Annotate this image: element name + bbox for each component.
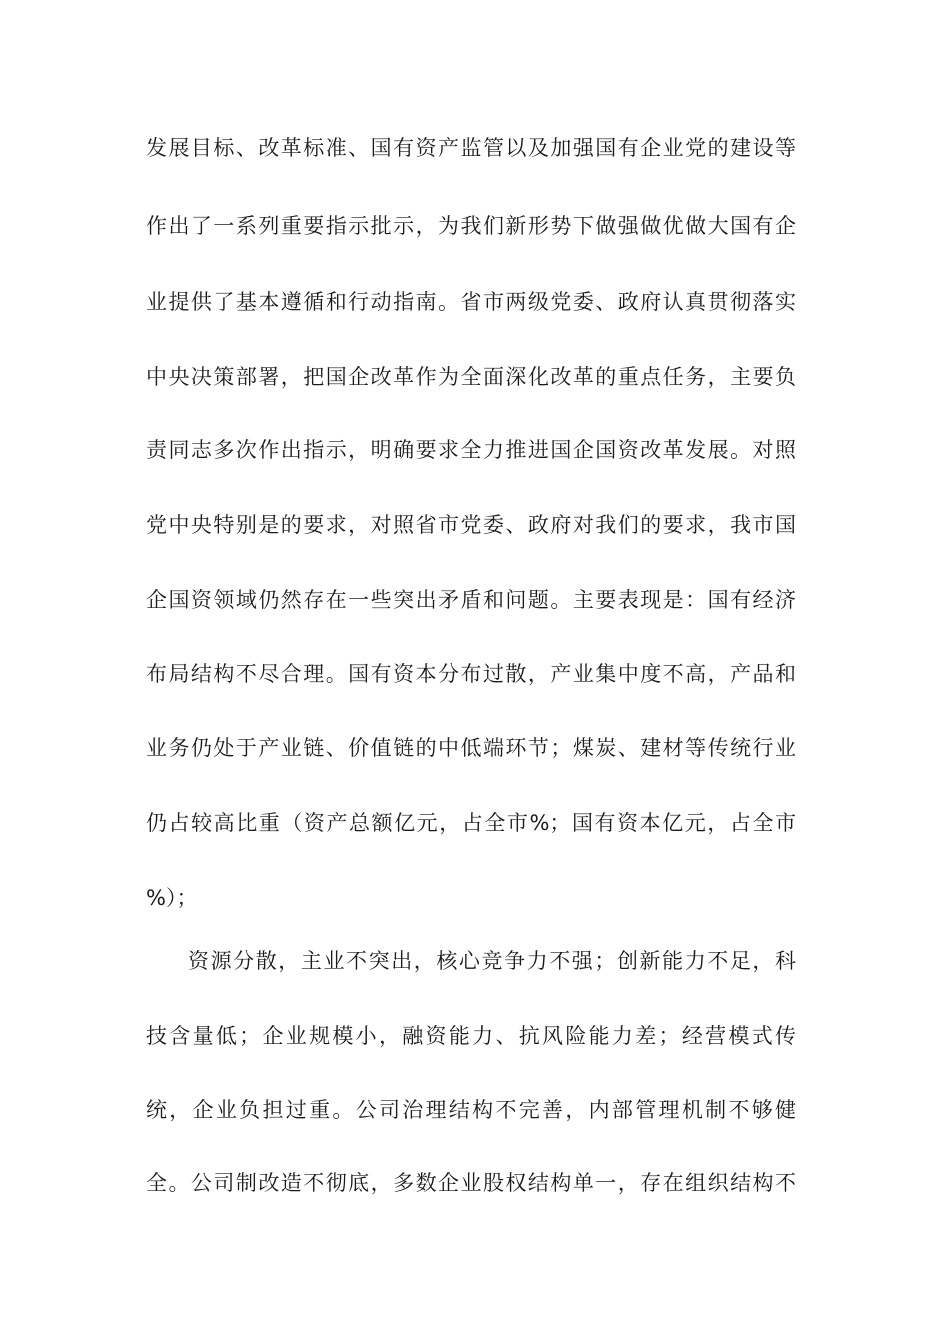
text-line: 仍占较高比重（资产总额亿元，占全市%；国有资本亿元，占全市 xyxy=(146,811,796,835)
text-line: 布局结构不尽合理。国有资本分布过散，产业集中度不高，产品和 xyxy=(146,662,796,686)
text-line: 党中央特别是的要求，对照省市党委、政府对我们的要求，我市国 xyxy=(146,513,796,537)
text-line: 业务仍处于产业链、价值链的中低端环节；煤炭、建材等传统行业 xyxy=(146,736,796,760)
text-line-paragraph-start: 资源分散，主业不突出，核心竞争力不强；创新能力不足，科 xyxy=(188,949,796,973)
text-line: 发展目标、改革标准、国有资产监管以及加强国有企业党的建设等 xyxy=(146,136,796,160)
text-line: 业提供了基本遵循和行动指南。省市两级党委、政府认真贯彻落实 xyxy=(146,290,796,314)
text-line: 企国资领域仍然存在一些突出矛盾和问题。主要表现是：国有经济 xyxy=(146,588,796,612)
text-line: 作出了一系列重要指示批示，为我们新形势下做强做优做大国有企 xyxy=(146,214,796,238)
text-line-paragraph-end: %）； xyxy=(146,886,198,910)
text-line: 中央决策部署，把国企改革作为全面深化改革的重点任务，主要负 xyxy=(146,365,796,389)
text-line: 责同志多次作出指示，明确要求全力推进国企国资改革发展。对照 xyxy=(146,438,796,462)
text-line: 全。公司制改造不彻底，多数企业股权结构单一，存在组织结构不 xyxy=(146,1171,796,1195)
text-line: 统，企业负担过重。公司治理结构不完善，内部管理机制不够健 xyxy=(146,1098,796,1122)
text-line: 技含量低；企业规模小，融资能力、抗风险能力差；经营模式传 xyxy=(146,1024,796,1048)
